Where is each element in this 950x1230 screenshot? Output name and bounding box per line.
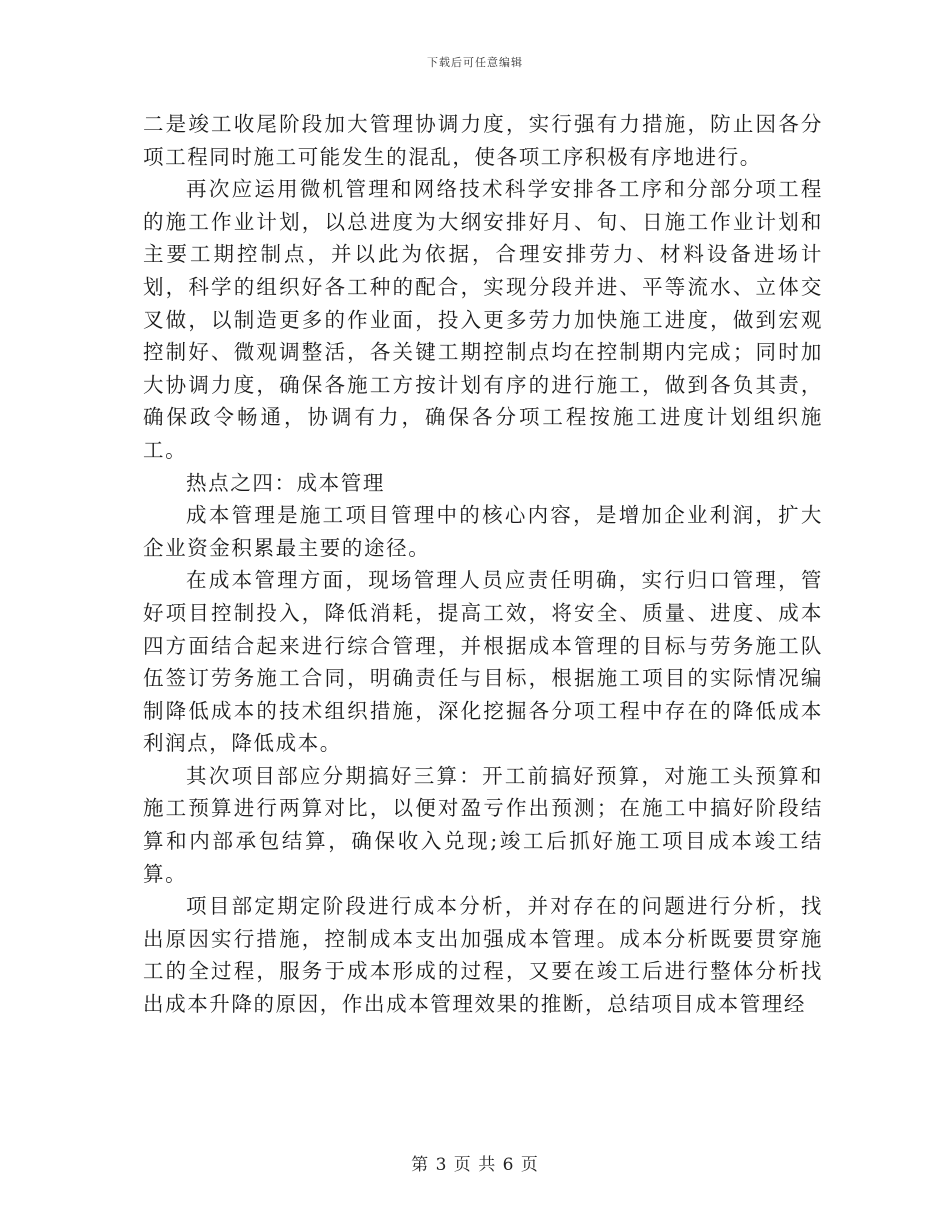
paragraph: 再次应运用微机管理和网络技术科学安排各工序和分部分项工程的施工作业计划，以总进度为大纲安排好月、旬、日施工作业计划和主要工期控制点，并以此为依据，合理安排劳力、材料设备进场计划，科学的组织好各工种的配合，实现分段并进、平等流水、立体交叉做，以制造更多的作业面，投入更多劳力加快施工进度，做到宏观控制好、微观调整活，各关键工期控制点均在控制期内完成；同时加大协调力度，确保各施工方按计划有序的进行施工，做到各负其责，确保政令畅通，协调有力，确保各分项工程按施工进度计划组织施工。 bbox=[143, 177, 823, 462]
page-header: 下载后可任意编辑 bbox=[427, 56, 523, 69]
paragraph: 其次项目部应分期搞好三算：开工前搞好预算，对施工头预算和施工预算进行两算对比，以便对盈亏作出预测；在施工中搞好阶段结算和内部承包结算，确保收入兑现;竣工后抓好施工项目成本竣工结算。 bbox=[143, 763, 823, 886]
page-footer: 第 3 页 共 6 页 bbox=[411, 1155, 539, 1175]
paragraph: 项目部定期定阶段进行成本分析，并对存在的问题进行分析，找出原因实行措施，控制成本支出加强成本管理。成本分析既要贯穿施工的全过程，服务于成本形成的过程，又要在竣工后进行整体分析找出成本升降的原因，作出成本管理效果的推断，总结项目成本管理经 bbox=[143, 894, 823, 1017]
paragraph: 成本管理是施工项目管理中的核心内容，是增加企业利润，扩大企业资金积累最主要的途径。 bbox=[143, 503, 823, 560]
paragraph: 在成本管理方面，现场管理人员应责任明确，实行归口管理，管好项目控制投入，降低消耗，提高工效，将安全、质量、进度、成本四方面结合起来进行综合管理，并根据成本管理的目标与劳务施工队伍签订劳务施工合同，明确责任与目标，根据施工项目的实际情况编制降低成本的技术组织措施，深化挖掘各分项工程中存在的降低成本利润点，降低成本。 bbox=[143, 568, 823, 756]
document-body bbox=[143, 108, 823, 1021]
paragraph: 二是竣工收尾阶段加大管理协调力度，实行强有力措施，防止因各分项工程同时施工可能发生的混乱，使各项工序积极有序地进行。 bbox=[143, 112, 823, 169]
section-heading: 热点之四：成本管理 bbox=[186, 470, 385, 495]
